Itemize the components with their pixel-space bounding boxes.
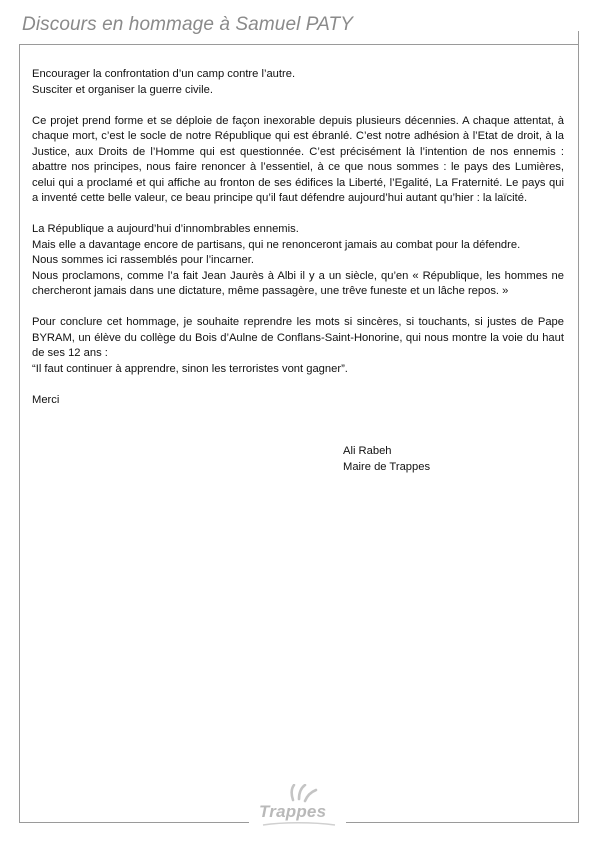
signature-block bbox=[343, 443, 430, 475]
paragraph-republic bbox=[32, 222, 564, 300]
republic-line-2: Mais elle a davantage encore de partisans, qui ne renonceront jamais au combat pour la défendre. bbox=[32, 238, 521, 251]
paragraph-project: Ce projet prend forme et se déploie de façon inexorable depuis plusieurs décennies. A chaque attentat, à chaque mort, c’est le socle de notre République qui est ébranlé. C’est notre adhésion à l’Etat de droit, à la Justice, aux Droits de l’Homme qui est questionnée. C’est précisément là l’intention de nos ennemis : abattre nos principes, nous faire renoncer à l’essentiel, à ce que nous sommes : le pays des Lumières, celui qui a proclamé et qui affiche au fronton de ses édifices la Liberté, l’Egalité, La Fraternité. Le pays qui a inventé cette belle valeur, ce beau principe qu’il faut défendre aujourd’hui autant qu’hier : la laïcité. bbox=[32, 114, 564, 204]
frame-left-border bbox=[19, 44, 20, 822]
frame-top-border bbox=[19, 44, 578, 45]
signature-role: Maire de Trappes bbox=[343, 461, 431, 473]
paragraph-intro bbox=[32, 67, 564, 98]
conclusion-quote: “Il faut continuer à apprendre, sinon les terroristes vont gagner”. bbox=[32, 362, 348, 375]
frame-bottom-border-right bbox=[346, 822, 579, 823]
speech-body bbox=[32, 67, 564, 424]
thanks-text: Merci bbox=[32, 393, 60, 406]
frame-corner-line bbox=[578, 31, 579, 45]
frame-right-border bbox=[578, 44, 579, 822]
trappes-logo bbox=[253, 784, 345, 828]
logo-wordmark: Trappes bbox=[259, 802, 327, 821]
intro-line-2: Susciter et organiser la guerre civile. bbox=[32, 83, 213, 96]
conclusion-line-1: Pour conclure cet hommage, je souhaite reprendre les mots si sincères, si touchants, si justes de Pape BYRAM, un élève du collège du Bois d’Aulne de Conflans-Saint-Honorine, qui nous montre la voie du haut de ses 12 ans : bbox=[32, 316, 564, 359]
intro-line-1: Encourager la confrontation d’un camp contre l’autre. bbox=[32, 68, 296, 80]
signature-name: Ali Rabeh bbox=[343, 445, 392, 457]
paragraph-thanks bbox=[32, 393, 564, 409]
republic-line-1: La République a aujourd’hui d’innombrables ennemis. bbox=[32, 223, 299, 235]
republic-line-4: Nous proclamons, comme l’a fait Jean Jaurès à Albi il y a un siècle, qu’en « République, les hommes ne chercheront jamais dans une dictature, même passagère, une trêve funeste et un lâche repos. » bbox=[32, 269, 564, 297]
paragraph-conclusion bbox=[32, 315, 564, 377]
frame-bottom-border-left bbox=[19, 822, 249, 823]
republic-line-3: Nous sommes ici rassemblés pour l’incarner. bbox=[32, 254, 254, 266]
document-title: Discours en hommage à Samuel PATY bbox=[22, 14, 354, 35]
